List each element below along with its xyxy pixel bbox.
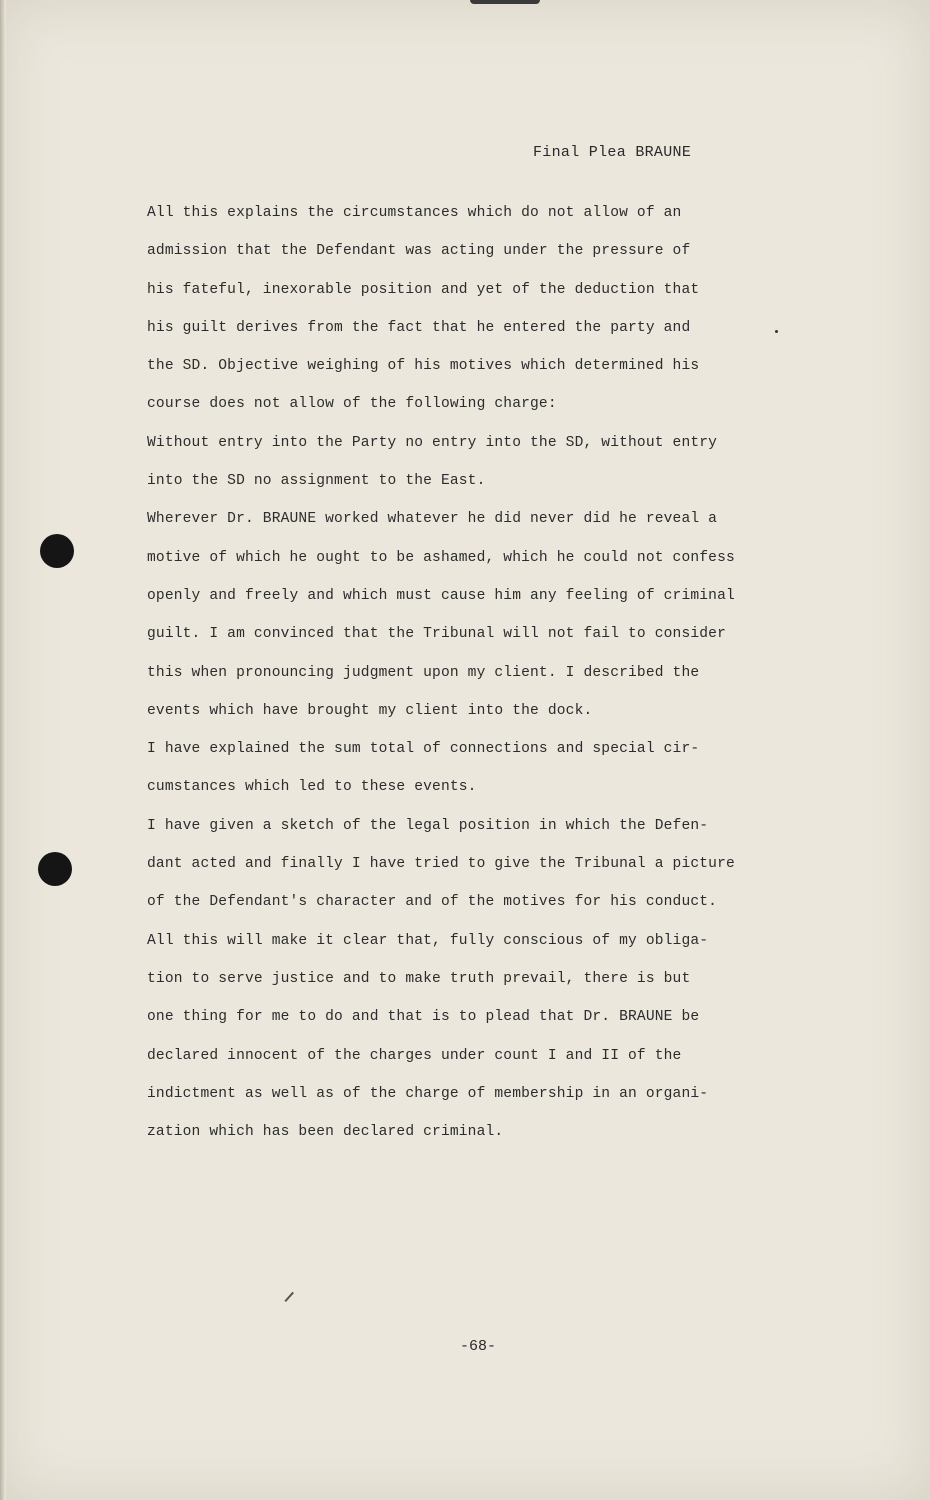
page-header: Final Plea BRAUNE bbox=[533, 144, 692, 161]
text-line: guilt. I am convinced that the Tribunal will not fail to consider bbox=[147, 626, 726, 643]
text-line: All this explains the circumstances which do not allow of an bbox=[147, 205, 682, 221]
text-line: zation which has been declared criminal. bbox=[147, 1124, 504, 1141]
body-text bbox=[147, 200, 807, 1157]
paper-left-edge bbox=[0, 0, 6, 1500]
text-line: I have given a sketch of the legal position in which the Defen- bbox=[147, 817, 709, 834]
text-line: All this will make it clear that, fully conscious of my obliga- bbox=[147, 932, 709, 949]
text-line: dant acted and finally I have tried to give the Tribunal a picture bbox=[147, 856, 735, 873]
text-line: I have explained the sum total of connections and special cir- bbox=[147, 741, 700, 758]
text-line: course does not allow of the following charge: bbox=[147, 396, 557, 413]
text-line: into the SD no assignment to the East. bbox=[147, 473, 486, 490]
text-line: openly and freely and which must cause him any feeling of criminal bbox=[147, 587, 735, 604]
text-line: declared innocent of the charges under count I and II of the bbox=[147, 1047, 682, 1064]
text-line: his guilt derives from the fact that he entered the party and bbox=[147, 319, 691, 336]
text-line: this when pronouncing judgment upon my client. I described the bbox=[147, 664, 700, 681]
stray-pencil-mark bbox=[284, 1292, 293, 1302]
text-line: his fateful, inexorable position and yet of the deduction that bbox=[147, 281, 700, 298]
page-number: -68- bbox=[460, 1338, 497, 1355]
text-line: events which have brought my client into the dock. bbox=[147, 702, 593, 719]
top-edge-mark bbox=[470, 0, 540, 4]
text-line: tion to serve justice and to make truth prevail, there is but bbox=[147, 970, 691, 987]
punch-hole-lower bbox=[38, 852, 72, 886]
punch-hole-upper bbox=[40, 534, 74, 568]
text-line: Wherever Dr. BRAUNE worked whatever he did never did he reveal a bbox=[147, 511, 718, 528]
text-line: Without entry into the Party no entry into the SD, without entry bbox=[147, 434, 718, 451]
text-line: indictment as well as of the charge of membership in an organi- bbox=[147, 1085, 709, 1102]
text-line: one thing for me to do and that is to plead that Dr. BRAUNE be bbox=[147, 1009, 700, 1026]
text-line: cumstances which led to these events. bbox=[147, 779, 477, 796]
text-line: the SD. Objective weighing of his motives which determined his bbox=[147, 358, 700, 375]
text-line: of the Defendant's character and of the motives for his conduct. bbox=[147, 894, 718, 911]
text-line: admission that the Defendant was acting under the pressure of bbox=[147, 243, 691, 260]
text-line: motive of which he ought to be ashamed, which he could not confess bbox=[147, 549, 735, 566]
